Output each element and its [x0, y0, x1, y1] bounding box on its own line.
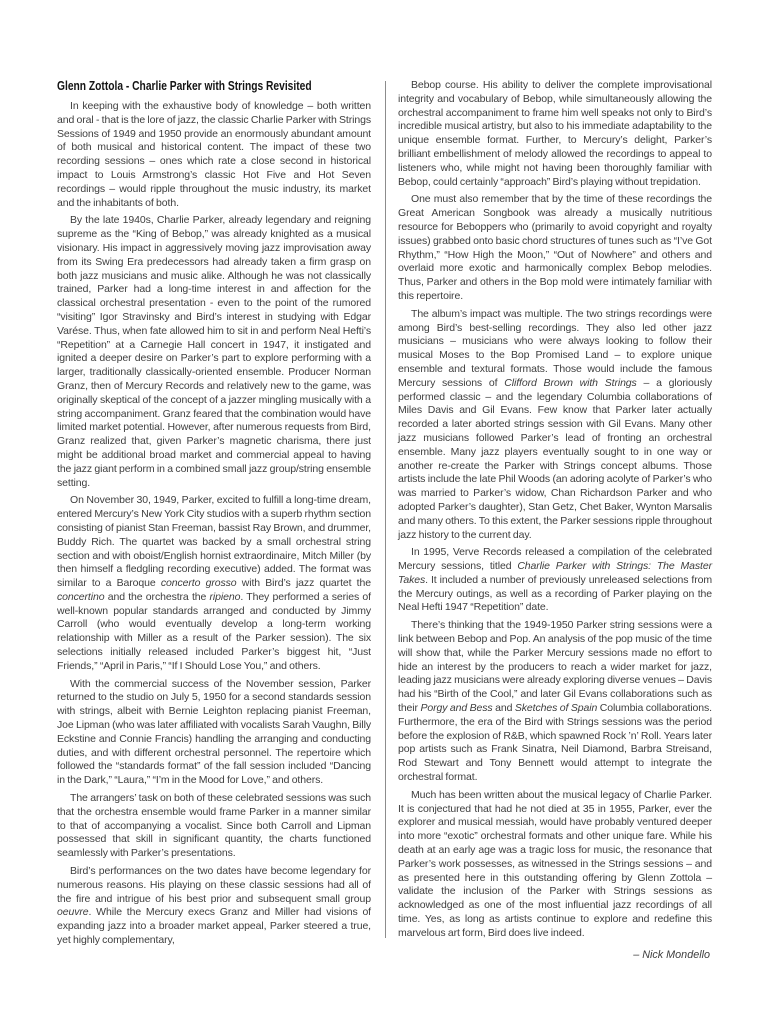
right-column-paragraphs	[398, 79, 712, 941]
paragraph: Bebop course. His ability to deliver the complete improvisational integrity and vocabulary of Bebop, while simultaneously allowing the orchestral accompaniment to frame him well speaks not only to Bird’s incredible musical artistry, but also to his immediate adaptability to the unique ensemble format. Further, to Mercury’s delight, Parker’s brilliant embellishment of melody allowed the recordings to appeal to listeners who, while might not having been thoroughly familiar with Bebop, could certainly “approach” Bird’s playing without trepidation.	[398, 79, 712, 188]
author-signature: – Nick Mondello	[633, 948, 710, 961]
right-column	[398, 79, 712, 961]
paragraph: With the commercial success of the November session, Parker returned to the studio on July 5, 1950 for a second standards session with strings, albeit with Bernie Leighton replacing pianist Freeman, Joe Lipman (who was later affiliated with vocalists Sarah Vaughn, Billy Eckstine and Connie Francis) handling the arranging and conducting duties, and with different orchestral personnel. The repertoire which followed the “standards format” of the fall session included “Dancing in the Dark,” “Laura,” “I’m in the Mood for Love,” and others.	[57, 677, 371, 787]
paragraph: There’s thinking that the 1949-1950 Parker string sessions were a link between Bebop and Pop. An analysis of the pop music of the time will show that, while the Parker Mercury sessions made no effort to hide an interest by the producers to reach a wider market for jazz, leading jazz musicians were already exploring diverse venues – Davis had his “Birth of the Cool,” and later Gil Evans collaborations such as their Porgy and Bess and Sketches of Spain Columbia collaborations. Furthermore, the era of the Bird with Strings sessions was the period before the explosion of R&B, which spawned Rock ’n’ Roll. Years later pop artists such as Frank Sinatra, Neil Diamond, Barbra Streisand, Rod Stewart and Tony Bennett would attempt to integrate the orchestral format.	[398, 619, 713, 784]
left-column-paragraphs	[57, 100, 371, 948]
paragraph: Bird’s performances on the two dates have become legendary for numerous reasons. His playing on these classic sessions had all of the fire and intrigue of his best prior and subsequent small group oeuvre. While the Mercury execs Granz and Miller had visions of expanding jazz into a broader market appeal, Parker steered a true, yet highly complementary,	[57, 865, 371, 947]
paragraph: The album’s impact was multiple. The two strings recordings were among Bird’s best-selling recordings. They also led other jazz musicians – musicians who were always looking to follow their musical Moses to the Bop Promised Land – to explore unique ensemble and textural formats. Those would include the famous Mercury sessions of Clifford Brown with Strings – a gloriously performed classic – and the legendary Columbia collaborations of Miles Davis and Gil Evans. Few know that Parker later actually recorded a later aborted strings session with Gil Evans. Many other jazz musicians followed Parker’s lead of fronting an orchestral ensemble. Many jazz players eventually sought to in one way or another re-create the Parker with Strings concept albums. Those artists include the late Phil Woods (an adoring acolyte of Parker’s who was married to Parker’s widow, Chan Richardson Parker and who adopted Parker’s daughter), Stan Getz, Chet Baker, Wynton Marsalis and many others. To this extent, the Parker sessions ripple throughout jazz history to the current day.	[398, 307, 712, 541]
left-column	[57, 79, 371, 961]
paragraph: One must also remember that by the time of these recordings the Great American Songbook was already a musically nutritious resource for Beboppers who (primarily to avoid copyright and royalty issues) grabbed onto basic chord structures of tunes such as “I’ve Got Rhythm,” “How High the Moon,” “Out of Nowhere” and others and overlaid more exotic and harmonically complex Bebop melodies. Thus, Parker and others in the Bop mold were intimately familiar with this repertoire.	[398, 193, 712, 302]
paragraph: The arrangers’ task on both of these celebrated sessions was such that the orchestra ensemble would frame Parker in a manner similar to that of accompanying a vocalist. Since both Carroll and Lipman possessed that skill in significant quantity, the charts functioned seamlessly with Parker’s presentations.	[57, 792, 371, 860]
paragraph: In keeping with the exhaustive body of knowledge – both written and oral - that is the lore of jazz, the classic Charlie Parker with Strings Sessions of 1949 and 1950 provide an enormously abundant amount of both musical and historical content. The impact of these two recording sessions – ones which rate a close second in historical impact to Louis Armstrong’s classic Hot Five and Hot Seven recordings – would ripple throughout the music industry, its market and the inhabitants of both.	[57, 100, 371, 209]
paragraph: Much has been written about the musical legacy of Charlie Parker. It is conjectured that had he not died at 35 in 1955, Parker, ever the explorer and musical messiah, would have probably ventured deeper into more “exotic” orchestral formats and other unique fare. While his death at an early age was a tragic loss for music, the resonance that Parker’s work possesses, as witnessed in the Strings sessions – and as presented here in this outstanding offering by Glenn Zottola – validate the inclusion of the Parker with Strings sessions as acknowledged as one of the most influential jazz recordings of all time. Yes, as long as artists continue to explore and redefine this marvelous art form, Bird does live indeed.	[398, 788, 712, 939]
paragraph: By the late 1940s, Charlie Parker, already legendary and reigning supreme as the “King of Bebop,” was already knighted as a musical visionary. His impact in aggressively moving jazz improvisation away from its Swing Era predecessors had already taken a firm grasp on both jazz musicians and music alike. Although he was not classically trained, Parker had a long-time interest in and affection for the classical orchestral presentation - even to the point of the rumored “visiting” Igor Stravinsky and Bird’s interest in studying with Edgar Varése. Thus, when fate allowed him to sit in and perform Neal Hefti’s “Repetition” at a Carnegie Hall concert in 1947, it instigated and ignited a deeper desire on Parker’s part to explore performing with a larger, traditionally classically-oriented ensemble. Producer Norman Granz, then of Mercury Records and relatively new to the game, was originally skeptical of the concept of a jazzer mingling musically with a string accompaniment. Granz feared that the combination would have limited market potential. However, after numerous requests from Bird, Granz realized that, given Parker’s magnetic charisma, there just might be additional broad market and commercial appeal to having the jazz giant perform in a combined small jazz group/string ensemble setting.	[57, 214, 371, 489]
paragraph: In 1995, Verve Records released a compilation of the celebrated Mercury sessions, titled Charlie Parker with Strings: The Master Takes. It included a number of previously unreleased selections from the Mercury outings, as well as a recording of Parker playing on the Neal Hefti 1947 “Repetition” date.	[398, 546, 712, 614]
article-content	[57, 79, 712, 961]
article-title: Glenn Zottola - Charlie Parker with Strings Revisited	[57, 79, 312, 93]
paragraph: On November 30, 1949, Parker, excited to fulfill a long-time dream, entered Mercury’s New York City studios with a superb rhythm section consisting of pianist Stan Freeman, bassist Ray Brown, and drummer, Buddy Rich. The quartet was backed by a small orchestral string section and with oboist/English hornist extraordinaire, Mitch Miller (by then himself a fledgling recording executive) added. The format was similar to a Baroque concerto grosso with Bird’s jazz quartet the concertino and the orchestra the ripieno. They performed a series of well-known popular standards arranged and conducted by Jimmy Carroll (who would eventually develop a long-term working relationship with Miller as a result of the Parker session). The six selections initially released included Parker’s biggest hit, “Just Friends,” “April in Paris,” “If I Should Lose You,” and others.	[57, 494, 371, 672]
